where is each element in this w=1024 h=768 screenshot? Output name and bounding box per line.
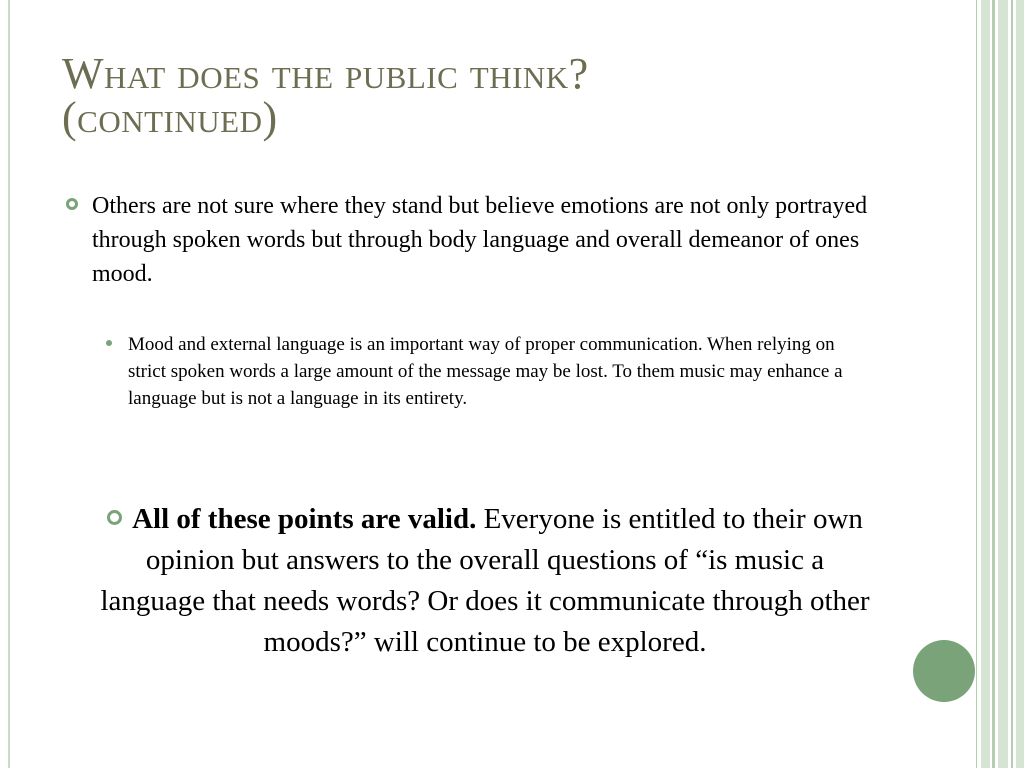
left-border-line [8,0,10,768]
dot-bullet-icon [106,340,112,346]
sub-bullet-text: Mood and external language is an important way of proper communication. When relying on strict spoken words a large amount of the message may be lost. To them music may enhance a language but is not a language in its entirety. [128,334,843,409]
bullet-item [66,189,886,291]
slide-title [62,49,942,142]
slide-title-line-2: (continued) [62,93,278,142]
conclusion-text: Everyone is entitled to their own opinion but answers to the overall questions of “is music a language that needs words? Or does it communicate through other moods?” will continue to be explored. [100,503,870,658]
bullet-text: Others are not sure where they stand but believe emotions are not only portrayed through spoken words but through body language and overall demeanor of ones mood. [92,193,868,287]
sub-bullet-item [106,331,876,412]
slide-title-line-1: What does the public think? [62,49,589,98]
stripe [1011,0,1013,768]
ring-bullet-icon [66,198,78,210]
stripe [976,0,977,768]
stripe [981,0,990,768]
ring-bullet-icon [107,510,122,525]
conclusion-paragraph [90,499,880,663]
stripe [992,0,995,768]
green-circle-decoration [913,640,975,702]
stripe [998,0,1008,768]
stripe [1016,0,1024,768]
right-decorative-stripes [976,0,1024,768]
conclusion-bold-text: All of these points are valid. [132,503,477,535]
